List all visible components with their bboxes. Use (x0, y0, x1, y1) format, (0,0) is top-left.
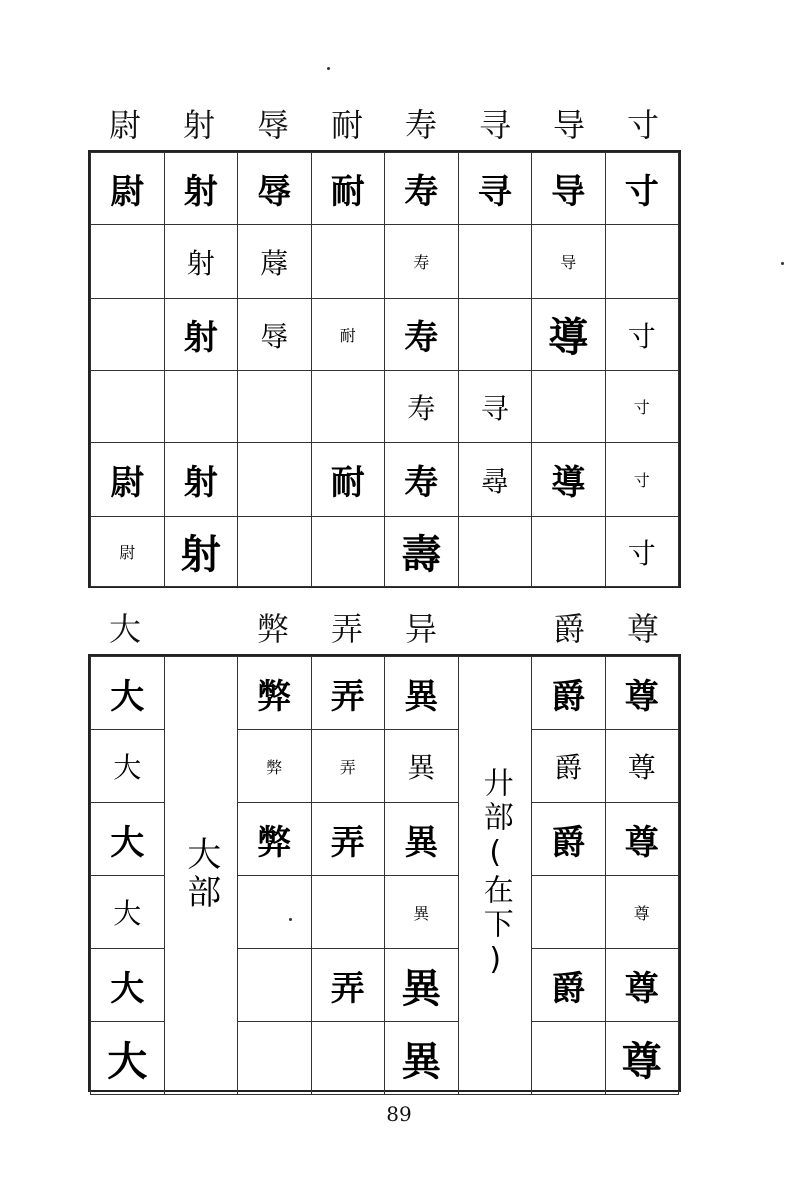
top-cell (238, 371, 312, 443)
bottom-header-8: 尊 (626, 610, 659, 648)
scan-speck (781, 262, 784, 265)
top-cell: 尉 (91, 443, 165, 517)
top-cell: 尋 (458, 443, 532, 517)
top-cell (238, 443, 312, 517)
bottom-cell: 尊 (605, 730, 679, 803)
top-cell (458, 299, 532, 371)
bottom-cell: 弄 (311, 949, 385, 1022)
bottom-cell: 異 (385, 1022, 459, 1095)
top-cell: 耐 (311, 299, 385, 371)
top-cell: 寿 (385, 153, 459, 225)
bottom-cell: 大 (91, 949, 165, 1022)
bottom-cell (238, 1022, 312, 1095)
bottom-cell (532, 876, 606, 949)
bottom-cell: 弊 (238, 730, 312, 803)
bottom-header-7: 爵 (552, 610, 585, 648)
bottom-header-1: 大 (108, 610, 141, 648)
top-cell: 寸 (605, 299, 679, 371)
top-cell (311, 517, 385, 587)
top-header-3: 辱 (256, 106, 289, 144)
page-number: 89 (386, 1102, 412, 1126)
bottom-header-4: 弄 (330, 610, 363, 648)
bottom-cell: 弊 (238, 803, 312, 876)
top-cell: 辱 (238, 153, 312, 225)
top-cell: 导 (532, 153, 606, 225)
bottom-cell: 弄 (311, 657, 385, 730)
bottom-cell: 尊 (605, 876, 679, 949)
bottom-header-row (88, 604, 681, 654)
bottom-header-3: 弊 (256, 610, 289, 648)
top-cell: 寸 (605, 153, 679, 225)
scan-speck (327, 67, 330, 70)
bottom-header-2 (162, 604, 236, 654)
bottom-cell: 爵 (532, 730, 606, 803)
top-header-7: 导 (552, 106, 585, 144)
top-cell (458, 225, 532, 299)
bottom-cell (238, 949, 312, 1022)
top-header-8: 寸 (626, 106, 659, 144)
top-cell: 蓐 (238, 225, 312, 299)
top-cell: 寿 (385, 225, 459, 299)
top-header-1: 尉 (108, 106, 141, 144)
top-cell (91, 371, 165, 443)
bottom-cell (238, 876, 312, 949)
bottom-cell: 弊 (238, 657, 312, 730)
top-cell: 射 (164, 299, 238, 371)
top-header-6: 寻 (478, 106, 511, 144)
top-cell (311, 371, 385, 443)
top-cell: 寻 (458, 371, 532, 443)
top-cell: 寿 (385, 371, 459, 443)
top-cell: 耐 (311, 443, 385, 517)
top-cell: 射 (164, 443, 238, 517)
bottom-cell: 異 (385, 657, 459, 730)
bottom-grid (88, 654, 681, 1092)
bottom-cell: 異 (385, 876, 459, 949)
top-cell (532, 371, 606, 443)
top-cell (238, 517, 312, 587)
top-cell: 壽 (385, 517, 459, 587)
top-cell: 辱 (238, 299, 312, 371)
bottom-cell: 爵 (532, 803, 606, 876)
radical-da-label: 大部 (180, 835, 221, 912)
bottom-cell (311, 1022, 385, 1095)
bottom-cell: 異 (385, 803, 459, 876)
bottom-cell: 大 (91, 803, 165, 876)
top-cell (91, 299, 165, 371)
bottom-cell: 尊 (605, 949, 679, 1022)
bottom-cell (532, 1022, 606, 1095)
top-cell: 尉 (91, 153, 165, 225)
bottom-cell: 爵 (532, 949, 606, 1022)
top-header-4: 耐 (330, 106, 363, 144)
bottom-cell: 大 (91, 876, 165, 949)
top-cell (605, 225, 679, 299)
top-cell: 射 (164, 517, 238, 587)
bottom-cell (311, 876, 385, 949)
bottom-cell: 爵 (532, 657, 606, 730)
scan-speck (289, 918, 292, 921)
top-cell: 寸 (605, 517, 679, 587)
bottom-cell: 尊 (605, 657, 679, 730)
top-cell: 寸 (605, 371, 679, 443)
top-cell: 寸 (605, 443, 679, 517)
top-cell (164, 371, 238, 443)
top-grid (88, 150, 681, 588)
top-cell (532, 517, 606, 587)
bottom-cell: 異 (385, 949, 459, 1022)
top-header-2: 射 (182, 106, 215, 144)
top-cell: 尉 (91, 517, 165, 587)
bottom-cell: 大 (91, 730, 165, 803)
top-cell: 射 (164, 225, 238, 299)
radical-gong-label: 廾部(在下) (477, 766, 513, 981)
bottom-cell: 尊 (605, 803, 679, 876)
bottom-cell: 尊 (605, 1022, 679, 1095)
bottom-cell: 弄 (311, 803, 385, 876)
bottom-header-6 (458, 604, 532, 654)
top-cell: 導 (532, 299, 606, 371)
bottom-cell: 異 (385, 730, 459, 803)
top-cell (91, 225, 165, 299)
bottom-cell: 弄 (311, 730, 385, 803)
bottom-cell: 大 (91, 1022, 165, 1095)
top-cell: 導 (532, 443, 606, 517)
top-cell: 导 (532, 225, 606, 299)
top-cell: 射 (164, 153, 238, 225)
top-header-row (88, 100, 681, 150)
top-cell: 寿 (385, 443, 459, 517)
bottom-cell: 大 (91, 657, 165, 730)
radical-da-cell (164, 657, 238, 1095)
top-cell (311, 225, 385, 299)
top-cell: 耐 (311, 153, 385, 225)
top-cell (458, 517, 532, 587)
radical-gong-cell (458, 657, 532, 1095)
top-header-5: 寿 (404, 106, 437, 144)
top-cell: 寻 (458, 153, 532, 225)
bottom-header-5: 异 (404, 610, 437, 648)
top-cell: 寿 (385, 299, 459, 371)
